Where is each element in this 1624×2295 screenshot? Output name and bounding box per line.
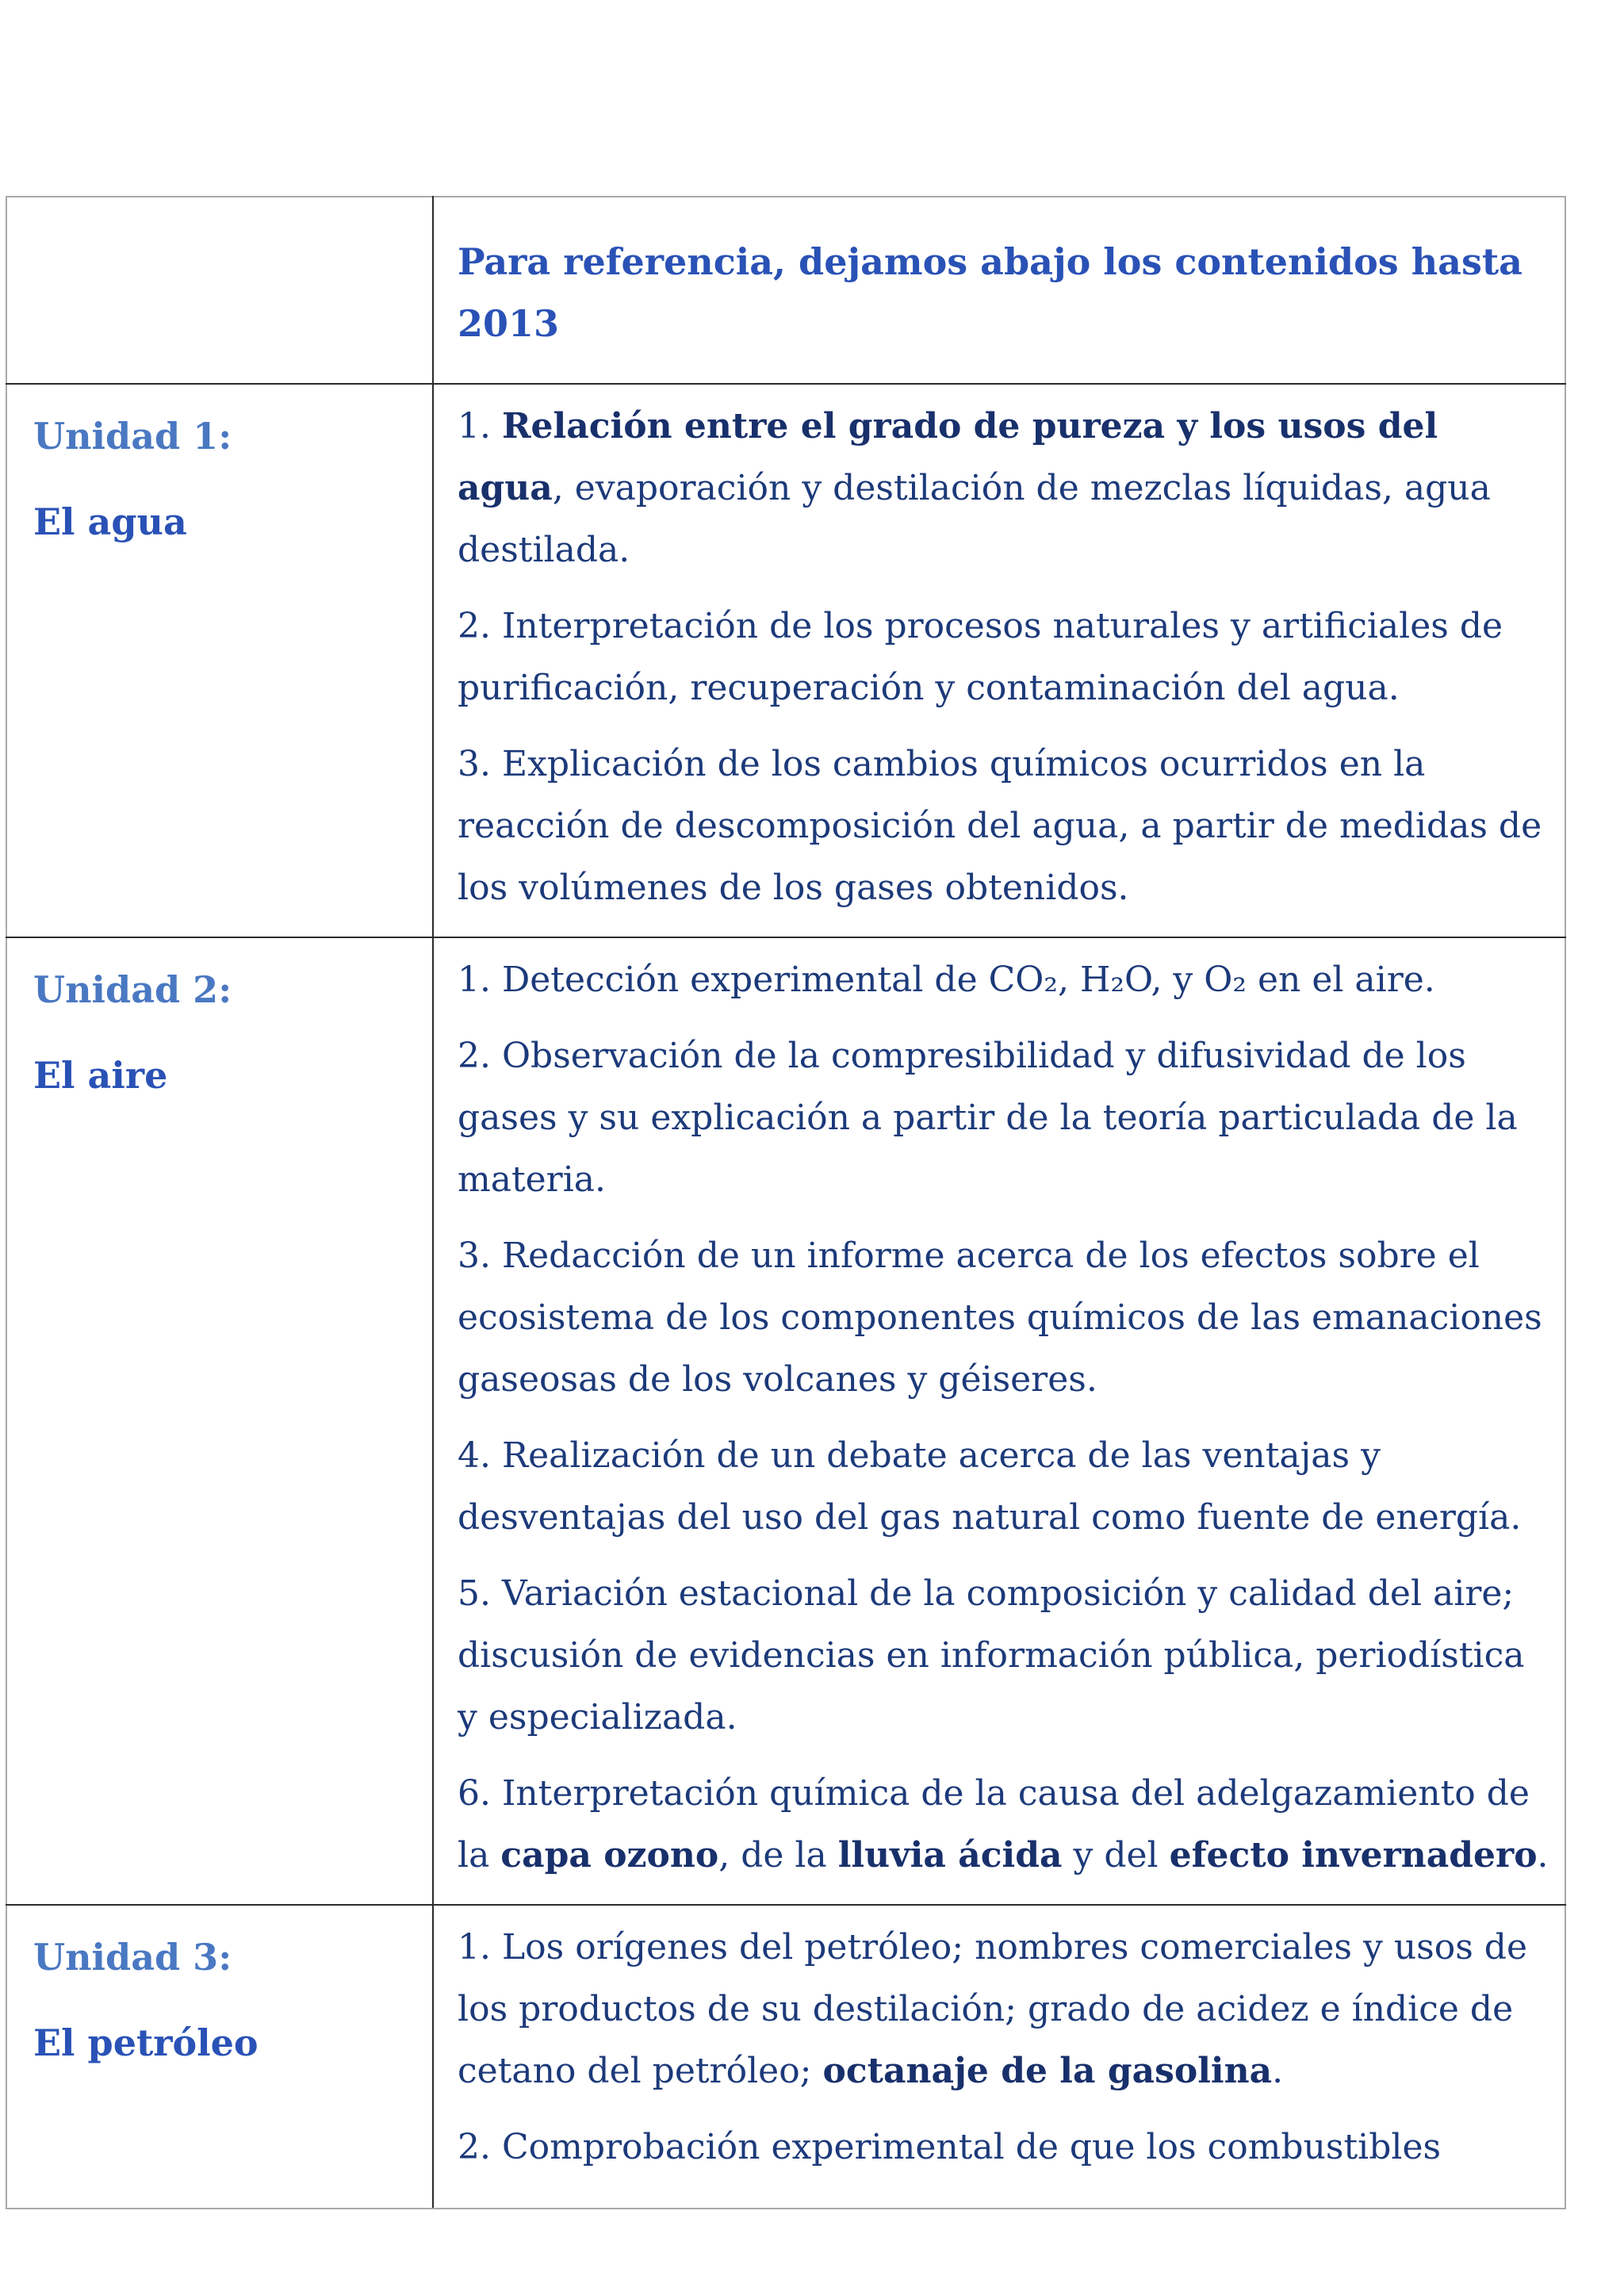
- content-item: 1. Relación entre el grado de pureza y los usos del agua, evaporación y destilación de mezclas líquidas, agua destilada.: [458, 406, 1491, 570]
- content-item: 1. Los orígenes del petróleo; nombres comerciales y usos de los productos de su destilación; grado de acidez e índice de cetano del petróleo; octanaje de la gasolina.: [458, 1927, 1528, 2091]
- emphasis-text: capa ozono: [500, 1835, 719, 1875]
- emphasis-text: octanaje de la gasolina: [822, 2051, 1273, 2091]
- content-item: 3. Redacción de un informe acerca de los efectos sobre el ecosistema de los componentes químicos de las emanaciones gaseosas de los volcanes y géiseres.: [458, 1236, 1542, 1400]
- content-item: 5. Variación estacional de la composición y calidad del aire; discusión de evidencias en información pública, periodística y especializada.: [458, 1573, 1525, 1738]
- content-item: 3. Explicación de los cambios químicos ocurridos en la reacción de descomposición del agua, a partir de medidas de los volúmenes de los gases obtenidos.: [458, 744, 1542, 908]
- unit-name: El petróleo: [33, 2021, 259, 2064]
- emphasis-text: Relación entre el grado de pureza y los usos del agua: [458, 406, 1438, 508]
- table-heading: Para referencia, dejamos abajo los contenidos hasta 2013: [458, 240, 1522, 345]
- header-cell: [433, 197, 1565, 384]
- unit-label-cell: [6, 384, 433, 937]
- unit-contents-cell: [433, 1905, 1565, 2209]
- unit-contents-cell: [433, 937, 1565, 1905]
- emphasis-text: efecto invernadero: [1169, 1835, 1538, 1875]
- content-item: 2. Observación de la compresibilidad y difusividad de los gases y su explicación a partir de la teoría particulada de la materia.: [458, 1036, 1518, 1200]
- unit-row-aire: [6, 937, 1565, 1905]
- content-item: 4. Realización de un debate acerca de las ventajas y desventajas del uso del gas natural como fuente de energía.: [458, 1435, 1522, 1538]
- unit-label-cell: [6, 937, 433, 1905]
- unit-title: Unidad 2:: [33, 968, 232, 1011]
- unit-title: Unidad 1:: [33, 415, 232, 458]
- unit-contents-cell: [433, 384, 1565, 937]
- header-empty-cell: [6, 197, 433, 384]
- table-header-row: [6, 197, 1565, 384]
- content-item: 1. Detección experimental de CO₂, H₂O, y O₂ en el aire.: [458, 960, 1435, 1000]
- unit-title: Unidad 3:: [33, 1936, 232, 1979]
- unit-name: El aire: [33, 1054, 168, 1097]
- unit-row-agua: [6, 384, 1565, 937]
- unit-name: El agua: [33, 500, 187, 543]
- content-item: 6. Interpretación química de la causa del adelgazamiento de la capa ozono, de la lluvia ácida y del efecto invernadero.: [458, 1773, 1549, 1875]
- unit-label-cell: [6, 1905, 433, 2209]
- emphasis-text: lluvia ácida: [837, 1835, 1063, 1875]
- contents-table: [6, 196, 1566, 2209]
- unit-row-petroleo: [6, 1905, 1565, 2209]
- content-item: 2. Interpretación de los procesos naturales y artificiales de purificación, recuperación y contaminación del agua.: [458, 606, 1503, 708]
- content-item: 2. Comprobación experimental de que los combustibles: [458, 2127, 1442, 2167]
